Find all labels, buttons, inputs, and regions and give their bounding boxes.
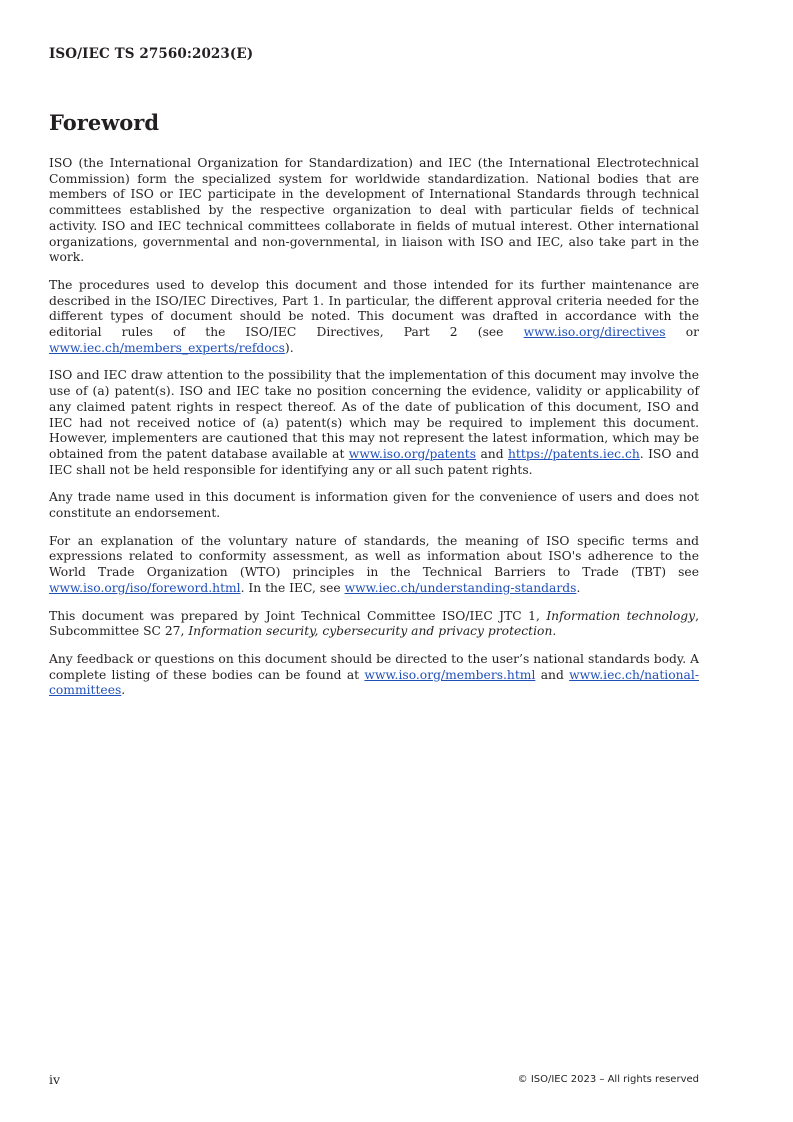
paragraph-patents xyxy=(49,368,699,478)
paragraph-text: ISO and IEC draw attention to the possibility that the implementation of this document may involve the use of (a) patent(s). ISO and IEC take no position concerning the evidence, validity or applicability of any claimed patent rights in respect thereof. As of the date of publication of this document, ISO and IEC had not received notice of (a) patent(s) which may be required to implement this document. However, implementers are cautioned that this may not represent the latest information, which may be obtained from the patent database available at xyxy=(49,368,699,461)
paragraph-text: For an explanation of the voluntary nature of standards, the meaning of ISO specific terms and expressions related to conformity assessment, as well as information about ISO's adherence to the World Trade Organization (WTO) principles in the Technical Barriers to Trade (TBT) see xyxy=(49,533,699,580)
link-iec-refdocs[interactable]: www.iec.ch/members_experts/refdocs xyxy=(49,340,285,355)
link-iec-understanding-standards[interactable]: www.iec.ch/understanding-standards xyxy=(344,580,577,595)
link-iec-patents[interactable]: https://patents.iec.ch xyxy=(508,446,640,461)
document-id-header: ISO/IEC TS 27560:2023(E) xyxy=(49,46,254,62)
link-iso-foreword[interactable]: www.iso.org/iso/foreword.html xyxy=(49,580,241,595)
paragraph-text: . xyxy=(552,624,557,639)
paragraph-text: Any feedback or questions on this document should be directed to the user’s national standards body. A complete listing of these bodies can be found at xyxy=(49,651,699,682)
foreword-body xyxy=(49,156,699,711)
paragraph-text: The procedures used to develop this document and those intended for its further maintenance are described in the ISO/IEC Directives, Part 1. In particular, the different approval criteria needed for the different types of document should be noted. This document was drafted in accordance with the editorial rules of the ISO/IEC Directives, Part 2 (see xyxy=(49,277,699,340)
paragraph-text: . xyxy=(121,683,126,698)
page-number: iv xyxy=(49,1072,61,1087)
paragraph-feedback xyxy=(49,652,699,699)
paragraph-trade-name: Any trade name used in this document is information given for the convenience of users and does not constitute an endorsement. xyxy=(49,490,699,521)
link-iso-members[interactable]: www.iso.org/members.html xyxy=(364,667,536,682)
paragraph-text: . In the IEC, see xyxy=(240,580,345,595)
paragraph-text: or xyxy=(665,325,699,340)
paragraph-text: . ISO and IEC shall not be held responsible for identifying any or all such patent rights. xyxy=(49,446,699,477)
paragraph-committee xyxy=(49,609,699,640)
subcommittee-name: Information security, cybersecurity and privacy protection xyxy=(188,624,553,639)
paragraph-procedures xyxy=(49,278,699,357)
paragraph-text: . xyxy=(576,580,581,595)
link-iec-national-committees[interactable]: www.iec.ch/national-committees xyxy=(49,667,699,698)
committee-name: Information technology xyxy=(546,608,696,623)
paragraph-text: ). xyxy=(284,340,294,355)
link-iso-patents[interactable]: www.iso.org/patents xyxy=(348,446,477,461)
paragraph-voluntary-nature xyxy=(49,534,699,597)
paragraph-iso-iec-intro: ISO (the International Organization for Standardization) and IEC (the International Electrotechnical Commission) form the specialized system for worldwide standardization. National bodies that are members of ISO or IEC participate in the development of International Standards through technical committees established by the respective organization to deal with particular fields of technical activity. ISO and IEC technical committees collaborate in fields of mutual interest. Other international organizations, governmental and non-governmental, in liaison with ISO and IEC, also take part in the work. xyxy=(49,156,699,265)
paragraph-text: and xyxy=(535,667,570,682)
paragraph-text: , Subcommittee SC 27, xyxy=(49,608,699,639)
paragraph-text: This document was prepared by Joint Technical Committee ISO/IEC JTC 1, xyxy=(49,608,547,623)
link-iso-directives[interactable]: www.iso.org/directives xyxy=(523,325,666,340)
page-title: Foreword xyxy=(49,110,160,135)
copyright-notice: © ISO/IEC 2023 – All rights reserved xyxy=(517,1074,699,1085)
paragraph-text: and xyxy=(476,446,509,461)
